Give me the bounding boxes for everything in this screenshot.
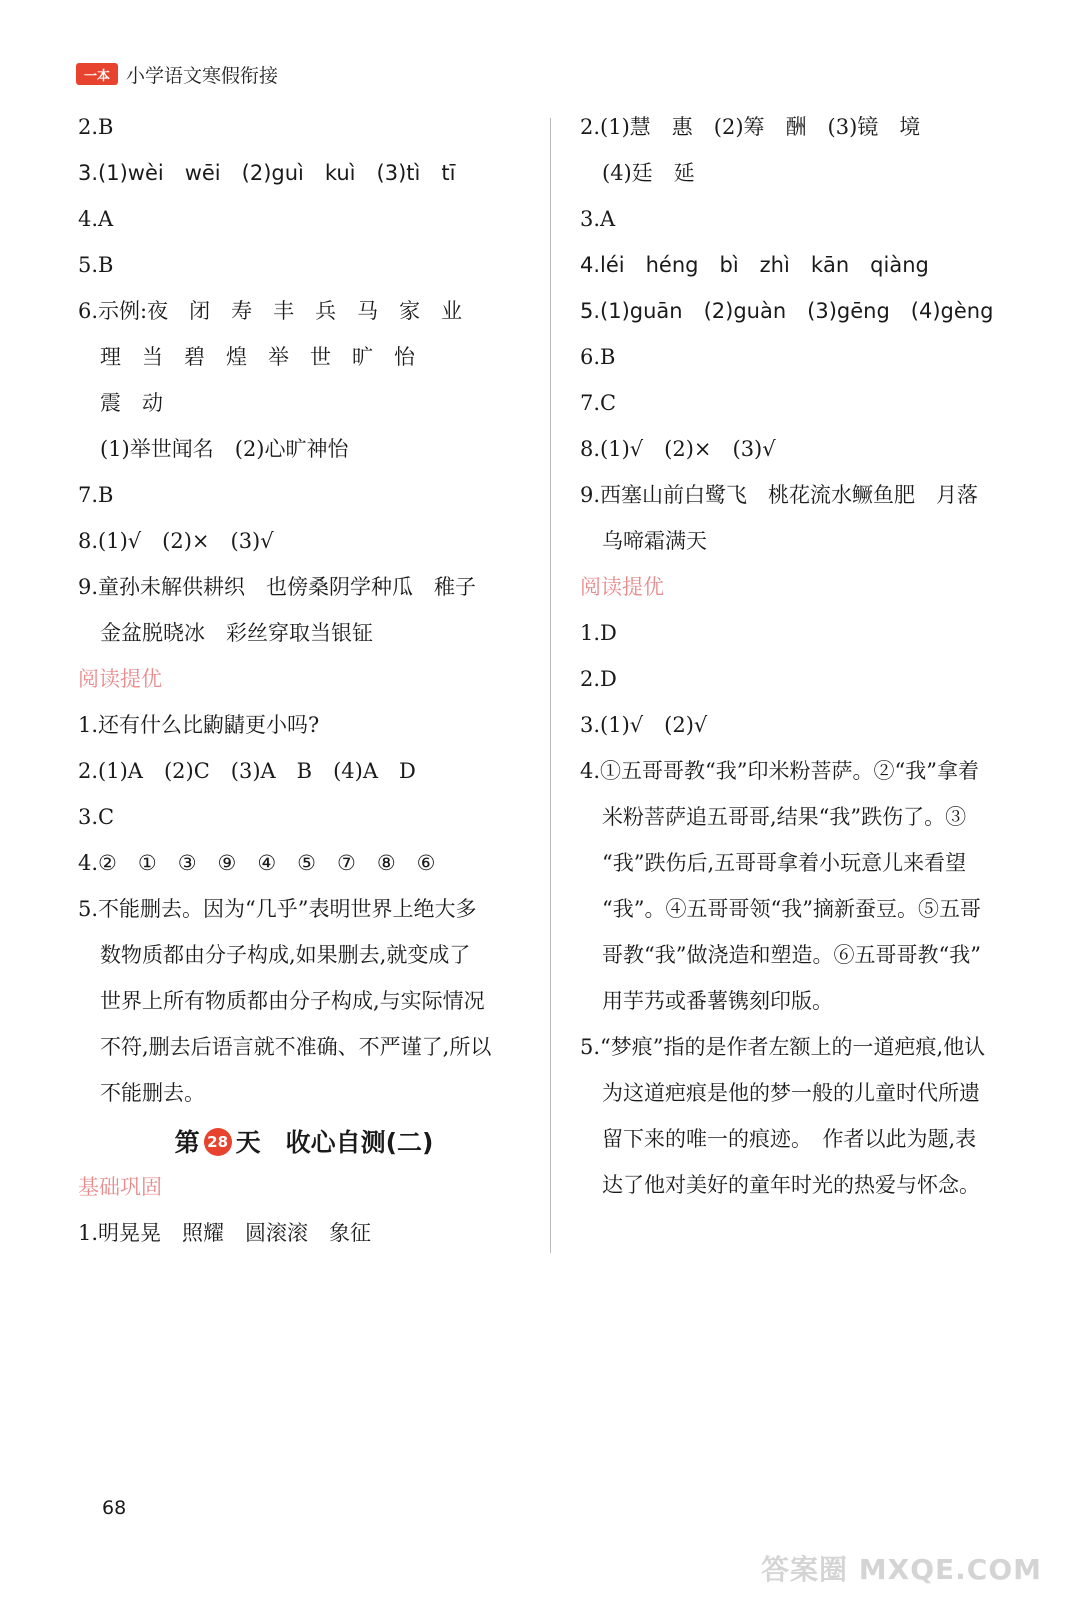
answer-line: 4.léi héng bì zhì kān qiàng: [580, 253, 929, 277]
answer-line: 金盆脱晓冰 彩丝穿取当银钲: [100, 621, 373, 645]
answer-line: 为这道疤痕是他的梦一般的儿童时代所遗: [602, 1081, 980, 1105]
day-heading-prefix: 第: [174, 1128, 200, 1157]
answer-line: 2.D: [580, 667, 617, 691]
brand-logo: 一本: [76, 63, 118, 85]
answer-line: 8.(1)√ (2)× (3)√: [78, 529, 274, 553]
answer-line: 7.B: [78, 483, 114, 507]
day-number-badge: 28: [204, 1128, 232, 1156]
page-number: 68: [102, 1497, 127, 1519]
answer-line: 震 动: [100, 391, 163, 415]
answer-line: 7.C: [580, 391, 617, 415]
answer-line: 4.A: [78, 207, 114, 231]
section-heading: 阅读提优: [580, 575, 664, 599]
answer-line: 数物质都由分子构成,如果删去,就变成了: [100, 943, 471, 967]
answer-line: 用芋艿或番薯镌刻印版。: [602, 989, 833, 1013]
answer-line: 世界上所有物质都由分子构成,与实际情况: [100, 989, 485, 1013]
answer-line: 3.(1)wèi wēi (2)guì kuì (3)tì tī: [78, 161, 456, 185]
answer-line: 6.示例:夜 闭 寿 丰 兵 马 家 业: [78, 299, 463, 323]
answer-line: 理 当 碧 煌 举 世 旷 怡: [100, 345, 415, 369]
answer-line: 1.D: [580, 621, 617, 645]
answer-line: 1.还有什么比鼩鼱更小吗?: [78, 713, 320, 737]
day-heading: [78, 1126, 530, 1160]
left-column: [78, 114, 530, 1266]
answer-line: 2.B: [78, 115, 114, 139]
answer-line: 6.B: [580, 345, 616, 369]
answer-line: 哥教“我”做浇造和塑造。⑥五哥哥教“我”: [602, 943, 981, 967]
answer-line: 3.A: [580, 207, 616, 231]
answer-line: 5.(1)guān (2)guàn (3)gēng (4)gèng: [580, 299, 994, 323]
answer-line: 3.C: [78, 805, 115, 829]
answer-line: 留下来的唯一的痕迹。 作者以此为题,表: [602, 1127, 977, 1151]
answer-line: 不能删去。: [100, 1081, 205, 1105]
answer-line: 乌啼霜满天: [602, 529, 707, 553]
answer-line: (4)廷 延: [602, 161, 695, 185]
section-heading: 基础巩固: [78, 1175, 162, 1199]
answer-line: 5.“梦痕”指的是作者左额上的一道疤痕,他认: [580, 1035, 986, 1059]
answer-line: 4.② ① ③ ⑨ ④ ⑤ ⑦ ⑧ ⑥: [78, 851, 436, 875]
answer-line: 米粉菩萨追五哥哥,结果“我”跌伤了。③: [602, 805, 967, 829]
answer-line: (1)举世闻名 (2)心旷神怡: [100, 437, 349, 461]
answer-line: “我”跌伤后,五哥哥拿着小玩意儿来看望: [602, 851, 967, 875]
answer-line: 5.不能删去。因为“几乎”表明世界上绝大多: [78, 897, 477, 921]
answer-line: 5.B: [78, 253, 114, 277]
column-divider: [550, 118, 551, 1253]
answer-line: 3.(1)√ (2)√: [580, 713, 708, 737]
right-column: [580, 114, 1025, 1218]
answer-line: 1.明晃晃 照耀 圆滚滚 象征: [78, 1221, 372, 1245]
day-heading-title: 天 收心自测(二): [235, 1128, 434, 1157]
answer-line: 达了他对美好的童年时光的热爱与怀念。: [602, 1173, 980, 1197]
watermark: 答案圈 MXQE.COM: [761, 1553, 1042, 1586]
answer-line: 9.童孙未解供耕织 也傍桑阴学种瓜 稚子: [78, 575, 477, 599]
book-title: 小学语文寒假衔接: [126, 64, 279, 87]
section-heading: 阅读提优: [78, 667, 162, 691]
answer-line: 2.(1)慧 惠 (2)筹 酬 (3)镜 境: [580, 115, 921, 139]
answer-line: “我”。④五哥哥领“我”摘新蚕豆。⑤五哥: [602, 897, 981, 921]
page-header: [76, 60, 278, 88]
answer-line: 4.①五哥哥教“我”印米粉菩萨。②“我”拿着: [580, 759, 979, 783]
answer-line: 2.(1)A (2)C (3)A B (4)A D: [78, 759, 416, 783]
answer-line: 9.西塞山前白鹭飞 桃花流水鳜鱼肥 月落: [580, 483, 979, 507]
answer-line: 8.(1)√ (2)× (3)√: [580, 437, 776, 461]
answer-line: 不符,删去后语言就不准确、不严谨了,所以: [100, 1035, 492, 1059]
